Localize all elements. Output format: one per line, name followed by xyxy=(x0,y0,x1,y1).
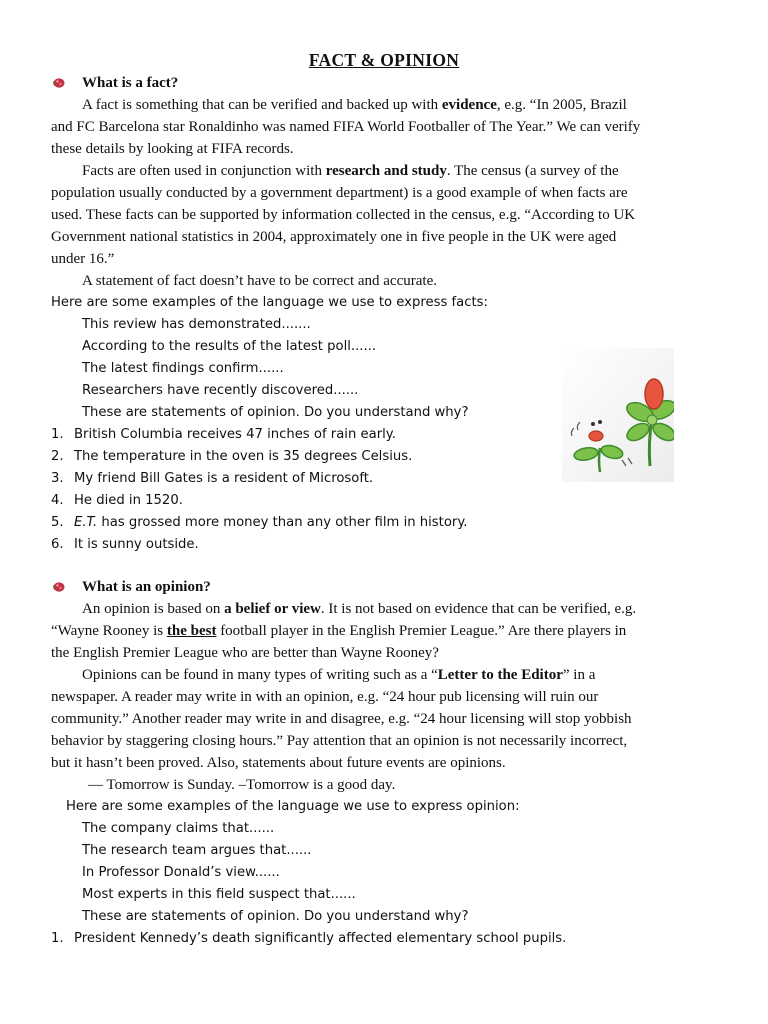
fact-heading: What is a fact? xyxy=(82,75,179,91)
fact-paragraph-2-line-3: used. These facts can be supported by information collected in the census, e.g. “According to UK xyxy=(51,207,636,223)
list-text: My friend Bill Gates is a resident of Microsoft. xyxy=(74,471,374,486)
list-text: President Kennedy’s death significantly affected elementary school pupils. xyxy=(74,931,567,946)
fact-phrase: This review has demonstrated....... xyxy=(82,317,311,332)
list-text: He died in 1520. xyxy=(74,493,183,508)
opinion-phrase: The research team argues that...... xyxy=(82,843,312,858)
opinion-language-intro: Here are some examples of the language we use to express opinion: xyxy=(66,799,520,814)
fact-paragraph-3: A statement of fact doesn’t have to be correct and accurate. xyxy=(82,273,437,289)
fact-phrase: The latest findings confirm...... xyxy=(82,361,284,376)
cartoon-flower-illustration xyxy=(562,348,674,482)
list-item xyxy=(51,446,413,468)
list-number: 3. xyxy=(51,471,64,486)
fact-paragraph-2-line-1: Facts are often used in conjunction with research and study. The census (a survey of the xyxy=(82,163,619,179)
opinion-phrase: The company claims that...... xyxy=(82,821,275,836)
fact-paragraph-2-line-5: under 16.” xyxy=(51,251,115,267)
list-item xyxy=(51,490,183,512)
fact-paragraph-1-line-1: A fact is something that can be verified and backed up with evidence, e.g. “In 2005, Brazil xyxy=(82,97,627,113)
opinion-paragraph-1-line-1: An opinion is based on a belief or view. It is not based on evidence that can be verified, e.g. xyxy=(82,601,637,617)
list-number: 1. xyxy=(51,931,64,946)
opinion-paragraph-1-line-3: the English Premier League who are better than Wayne Rooney? xyxy=(51,645,439,661)
opinion-paragraph-2-line-5: but it hasn’t been proved. Also, statements about future events are opinions. xyxy=(51,755,506,771)
opinion-paragraph-2-line-3: community.” Another reader may write in and disagree, e.g. “24 hour licensing will stop yobbish xyxy=(51,711,632,727)
opinion-paragraph-1-line-2: “Wayne Rooney is the best football player in the English Premier League.” Are there players in xyxy=(51,623,627,639)
ladybug-bullet-icon xyxy=(51,77,65,89)
opinion-paragraph-2-line-1: Opinions can be found in many types of writing such as a “Letter to the Editor” in a xyxy=(82,667,596,683)
list-text: has grossed more money than any other film in history. xyxy=(97,515,468,530)
list-number: 1. xyxy=(51,427,64,442)
fact-phrase: These are statements of opinion. Do you understand why? xyxy=(82,405,469,420)
opinion-heading: What is an opinion? xyxy=(82,579,211,595)
fact-language-intro: Here are some examples of the language we use to express facts: xyxy=(51,295,488,310)
list-number: 2. xyxy=(51,449,64,464)
list-item xyxy=(51,512,468,534)
ladybug-bullet-icon xyxy=(51,581,65,593)
opinion-paragraph-2-line-2: newspaper. A reader may write in with an opinion, e.g. “24 hour pub licensing will ruin our xyxy=(51,689,599,705)
opinion-paragraph-2-line-4: behavior by staggering closing hours.” Pay attention that an opinion is not necessarily incorrect, xyxy=(51,733,628,749)
fact-paragraph-2-line-4: Government national statistics in 2004, approximately one in five people in the UK were aged xyxy=(51,229,617,245)
opinion-examples-future: — Tomorrow is Sunday. –Tomorrow is a good day. xyxy=(88,777,396,793)
fact-phrase: Researchers have recently discovered...... xyxy=(82,383,359,398)
fact-paragraph-1-line-2: and FC Barcelona star Ronaldinho was named FIFA World Footballer of The Year.” We can verify xyxy=(51,119,641,135)
list-item xyxy=(51,424,396,446)
list-text: The temperature in the oven is 35 degrees Celsius. xyxy=(74,449,413,464)
list-number: 6. xyxy=(51,537,64,552)
list-item xyxy=(51,534,199,556)
fact-paragraph-1-line-3: these details by looking at FIFA records. xyxy=(51,141,294,157)
film-title: E.T. xyxy=(74,515,98,530)
list-text: It is sunny outside. xyxy=(74,537,199,552)
list-item xyxy=(51,928,567,950)
list-number: 5. xyxy=(51,515,64,530)
opinion-phrase: In Professor Donald’s view...... xyxy=(82,865,280,880)
fact-paragraph-2-line-2: population usually conducted by a government department) is a good example of when facts are xyxy=(51,185,628,201)
list-text: British Columbia receives 47 inches of rain early. xyxy=(74,427,396,442)
document-title: FACT & OPINION xyxy=(308,50,460,70)
opinion-phrase: Most experts in this field suspect that...... xyxy=(82,887,356,902)
opinion-phrase: These are statements of opinion. Do you understand why? xyxy=(82,909,469,924)
list-item xyxy=(51,468,374,490)
fact-phrase: According to the results of the latest poll...... xyxy=(82,339,377,354)
list-number: 4. xyxy=(51,493,64,508)
